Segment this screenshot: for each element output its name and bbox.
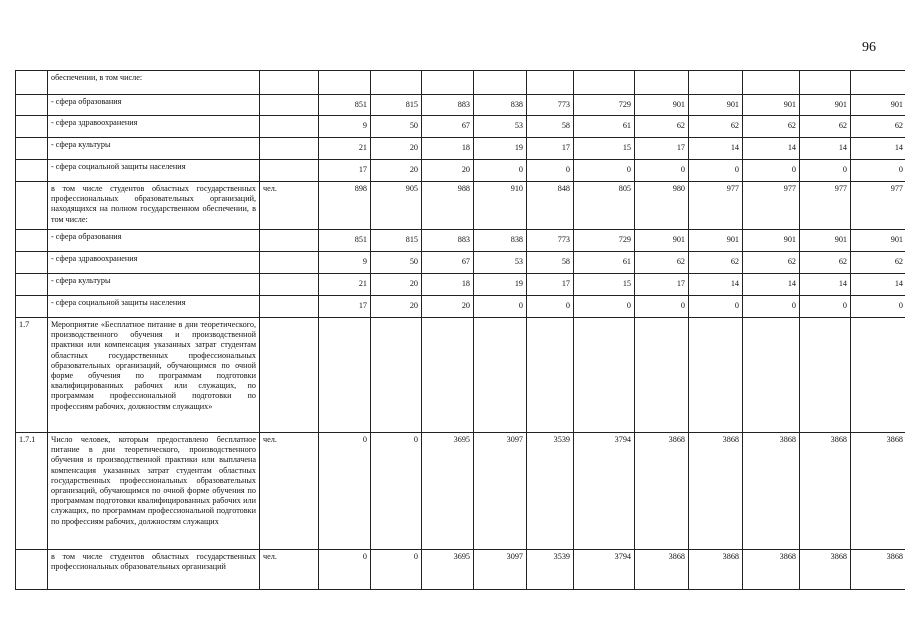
value-cell — [371, 71, 422, 95]
value-cell: 0 — [635, 296, 689, 318]
row-unit — [260, 318, 319, 433]
row-unit — [260, 274, 319, 296]
table-row — [16, 95, 905, 116]
table-row — [16, 71, 905, 95]
value-cell: 977 — [800, 182, 851, 230]
value-cell: 62 — [689, 116, 743, 138]
value-cell: 773 — [527, 230, 574, 252]
value-cell: 901 — [635, 95, 689, 116]
value-cell — [800, 318, 851, 433]
value-cell: 17 — [635, 138, 689, 160]
table-row — [16, 296, 905, 318]
row-unit: чел. — [260, 433, 319, 550]
row-description: - сфера социальной защиты населения — [48, 160, 260, 182]
value-cell: 910 — [474, 182, 527, 230]
value-cell — [527, 71, 574, 95]
value-cell: 62 — [851, 252, 905, 274]
row-description: - сфера образования — [48, 95, 260, 116]
row-unit: чел. — [260, 550, 319, 590]
value-cell: 0 — [527, 160, 574, 182]
value-cell: 62 — [851, 116, 905, 138]
value-cell: 3868 — [743, 550, 800, 590]
value-cell: 20 — [371, 138, 422, 160]
value-cell: 3868 — [800, 550, 851, 590]
value-cell: 3868 — [851, 550, 905, 590]
value-cell: 3868 — [743, 433, 800, 550]
value-cell — [743, 71, 800, 95]
value-cell — [635, 318, 689, 433]
row-unit — [260, 252, 319, 274]
value-cell: 61 — [574, 116, 635, 138]
value-cell: 3695 — [422, 550, 474, 590]
value-cell — [574, 318, 635, 433]
row-code — [16, 230, 48, 252]
value-cell: 901 — [800, 95, 851, 116]
row-unit — [260, 296, 319, 318]
value-cell: 851 — [319, 95, 371, 116]
value-cell: 14 — [800, 138, 851, 160]
data-table — [15, 70, 905, 590]
value-cell: 805 — [574, 182, 635, 230]
value-cell: 905 — [371, 182, 422, 230]
value-cell: 0 — [689, 296, 743, 318]
table-row — [16, 274, 905, 296]
row-description: - сфера здравоохранения — [48, 252, 260, 274]
value-cell: 62 — [743, 116, 800, 138]
value-cell — [319, 71, 371, 95]
value-cell — [851, 318, 905, 433]
value-cell: 729 — [574, 230, 635, 252]
value-cell: 815 — [371, 95, 422, 116]
value-cell: 50 — [371, 116, 422, 138]
value-cell: 3868 — [635, 550, 689, 590]
value-cell — [422, 71, 474, 95]
row-code — [16, 274, 48, 296]
table-row — [16, 252, 905, 274]
value-cell: 20 — [371, 160, 422, 182]
value-cell — [635, 71, 689, 95]
value-cell — [422, 318, 474, 433]
row-description: Мероприятие «Бесплатное питание в дни теоретического, производственного обучения и производственной практики или компенсация указанных затрат студентам областных государственных профессиональных образовательных организаций, обучающимся по очной форме обучения по программам подготовки квалифицированных рабочих или служащих, по программам профессиональной подготовки по профессиям рабочих, должностям служащих» — [48, 318, 260, 433]
value-cell: 901 — [689, 95, 743, 116]
value-cell: 14 — [851, 274, 905, 296]
value-cell: 15 — [574, 138, 635, 160]
value-cell: 18 — [422, 274, 474, 296]
value-cell: 62 — [743, 252, 800, 274]
value-cell: 62 — [635, 116, 689, 138]
value-cell: 0 — [800, 296, 851, 318]
table-row — [16, 433, 905, 550]
value-cell: 3097 — [474, 550, 527, 590]
row-unit — [260, 230, 319, 252]
row-description: - сфера социальной защиты населения — [48, 296, 260, 318]
value-cell: 3794 — [574, 433, 635, 550]
value-cell: 20 — [422, 296, 474, 318]
row-description: - сфера культуры — [48, 138, 260, 160]
value-cell: 20 — [371, 296, 422, 318]
value-cell — [800, 71, 851, 95]
value-cell: 62 — [689, 252, 743, 274]
value-cell: 0 — [527, 296, 574, 318]
value-cell: 901 — [851, 230, 905, 252]
value-cell — [371, 318, 422, 433]
value-cell: 0 — [743, 160, 800, 182]
table-row — [16, 116, 905, 138]
value-cell: 19 — [474, 274, 527, 296]
value-cell: 988 — [422, 182, 474, 230]
row-code — [16, 252, 48, 274]
value-cell — [474, 71, 527, 95]
row-code — [16, 550, 48, 590]
value-cell: 17 — [635, 274, 689, 296]
row-unit: чел. — [260, 182, 319, 230]
value-cell: 20 — [371, 274, 422, 296]
value-cell: 3868 — [800, 433, 851, 550]
value-cell: 0 — [689, 160, 743, 182]
page-number: 96 — [862, 40, 876, 55]
row-code — [16, 71, 48, 95]
value-cell: 901 — [689, 230, 743, 252]
value-cell: 851 — [319, 230, 371, 252]
row-unit — [260, 95, 319, 116]
value-cell — [743, 318, 800, 433]
value-cell: 0 — [574, 160, 635, 182]
value-cell: 815 — [371, 230, 422, 252]
row-description: Число человек, которым предоставлено бесплатное питание в дни теоретического, производственного обучения и производственной практики или выплачена компенсация указанных затрат студентам областных государственных профессиональных образовательных организаций, обучающимся по очной форме обучения по программам подготовки квалифицированных рабочих или служащих, по программам профессиональной подготовки по профессиям рабочих, должностям служащих — [48, 433, 260, 550]
value-cell: 901 — [743, 95, 800, 116]
row-code — [16, 296, 48, 318]
row-code — [16, 138, 48, 160]
value-cell: 901 — [851, 95, 905, 116]
value-cell — [689, 71, 743, 95]
value-cell: 17 — [527, 274, 574, 296]
value-cell: 883 — [422, 95, 474, 116]
table-row — [16, 138, 905, 160]
value-cell: 61 — [574, 252, 635, 274]
value-cell: 14 — [689, 138, 743, 160]
row-code — [16, 116, 48, 138]
value-cell: 58 — [527, 252, 574, 274]
value-cell: 729 — [574, 95, 635, 116]
value-cell: 3868 — [689, 550, 743, 590]
value-cell — [574, 71, 635, 95]
value-cell: 848 — [527, 182, 574, 230]
value-cell: 0 — [800, 160, 851, 182]
value-cell: 3794 — [574, 550, 635, 590]
row-unit — [260, 138, 319, 160]
value-cell: 0 — [743, 296, 800, 318]
value-cell: 0 — [635, 160, 689, 182]
value-cell: 19 — [474, 138, 527, 160]
value-cell: 977 — [689, 182, 743, 230]
value-cell: 14 — [800, 274, 851, 296]
value-cell: 53 — [474, 252, 527, 274]
value-cell: 9 — [319, 116, 371, 138]
value-cell: 3539 — [527, 550, 574, 590]
value-cell: 62 — [800, 252, 851, 274]
value-cell: 838 — [474, 95, 527, 116]
row-description: - сфера образования — [48, 230, 260, 252]
value-cell: 0 — [851, 160, 905, 182]
value-cell: 0 — [574, 296, 635, 318]
value-cell: 17 — [319, 160, 371, 182]
value-cell: 0 — [474, 160, 527, 182]
value-cell: 977 — [851, 182, 905, 230]
value-cell: 773 — [527, 95, 574, 116]
value-cell: 18 — [422, 138, 474, 160]
value-cell — [527, 318, 574, 433]
value-cell: 21 — [319, 138, 371, 160]
value-cell — [851, 71, 905, 95]
value-cell: 0 — [319, 433, 371, 550]
row-code — [16, 160, 48, 182]
value-cell: 3695 — [422, 433, 474, 550]
value-cell: 58 — [527, 116, 574, 138]
value-cell: 17 — [319, 296, 371, 318]
value-cell: 14 — [743, 138, 800, 160]
value-cell: 50 — [371, 252, 422, 274]
value-cell: 14 — [689, 274, 743, 296]
value-cell: 0 — [371, 433, 422, 550]
value-cell: 0 — [474, 296, 527, 318]
value-cell: 977 — [743, 182, 800, 230]
value-cell: 883 — [422, 230, 474, 252]
value-cell: 9 — [319, 252, 371, 274]
value-cell: 901 — [743, 230, 800, 252]
value-cell: 838 — [474, 230, 527, 252]
row-description: в том числе студентов областных государственных профессиональных образовательных организаций, находящихся на полном государственном обеспечении, в том числе: — [48, 182, 260, 230]
row-unit — [260, 71, 319, 95]
row-description: в том числе студентов областных государственных профессиональных образовательных организаций — [48, 550, 260, 590]
value-cell: 21 — [319, 274, 371, 296]
value-cell: 14 — [851, 138, 905, 160]
value-cell: 3868 — [689, 433, 743, 550]
value-cell: 67 — [422, 116, 474, 138]
row-code — [16, 95, 48, 116]
table-row — [16, 318, 905, 433]
table-row — [16, 230, 905, 252]
value-cell: 14 — [743, 274, 800, 296]
value-cell: 898 — [319, 182, 371, 230]
row-code — [16, 182, 48, 230]
row-code: 1.7.1 — [16, 433, 48, 550]
value-cell: 15 — [574, 274, 635, 296]
value-cell: 20 — [422, 160, 474, 182]
value-cell — [319, 318, 371, 433]
row-unit — [260, 160, 319, 182]
value-cell: 62 — [800, 116, 851, 138]
value-cell: 3097 — [474, 433, 527, 550]
value-cell: 17 — [527, 138, 574, 160]
row-description: - сфера культуры — [48, 274, 260, 296]
value-cell — [689, 318, 743, 433]
value-cell — [474, 318, 527, 433]
value-cell: 0 — [371, 550, 422, 590]
value-cell: 3868 — [635, 433, 689, 550]
value-cell: 62 — [635, 252, 689, 274]
value-cell: 901 — [635, 230, 689, 252]
value-cell: 980 — [635, 182, 689, 230]
value-cell: 0 — [851, 296, 905, 318]
table-row — [16, 182, 905, 230]
row-description: обеспечении, в том числе: — [48, 71, 260, 95]
value-cell: 901 — [800, 230, 851, 252]
value-cell: 53 — [474, 116, 527, 138]
value-cell: 3539 — [527, 433, 574, 550]
table-row — [16, 160, 905, 182]
row-description: - сфера здравоохранения — [48, 116, 260, 138]
row-unit — [260, 116, 319, 138]
row-code: 1.7 — [16, 318, 48, 433]
value-cell: 0 — [319, 550, 371, 590]
value-cell: 67 — [422, 252, 474, 274]
table-row — [16, 550, 905, 590]
value-cell: 3868 — [851, 433, 905, 550]
